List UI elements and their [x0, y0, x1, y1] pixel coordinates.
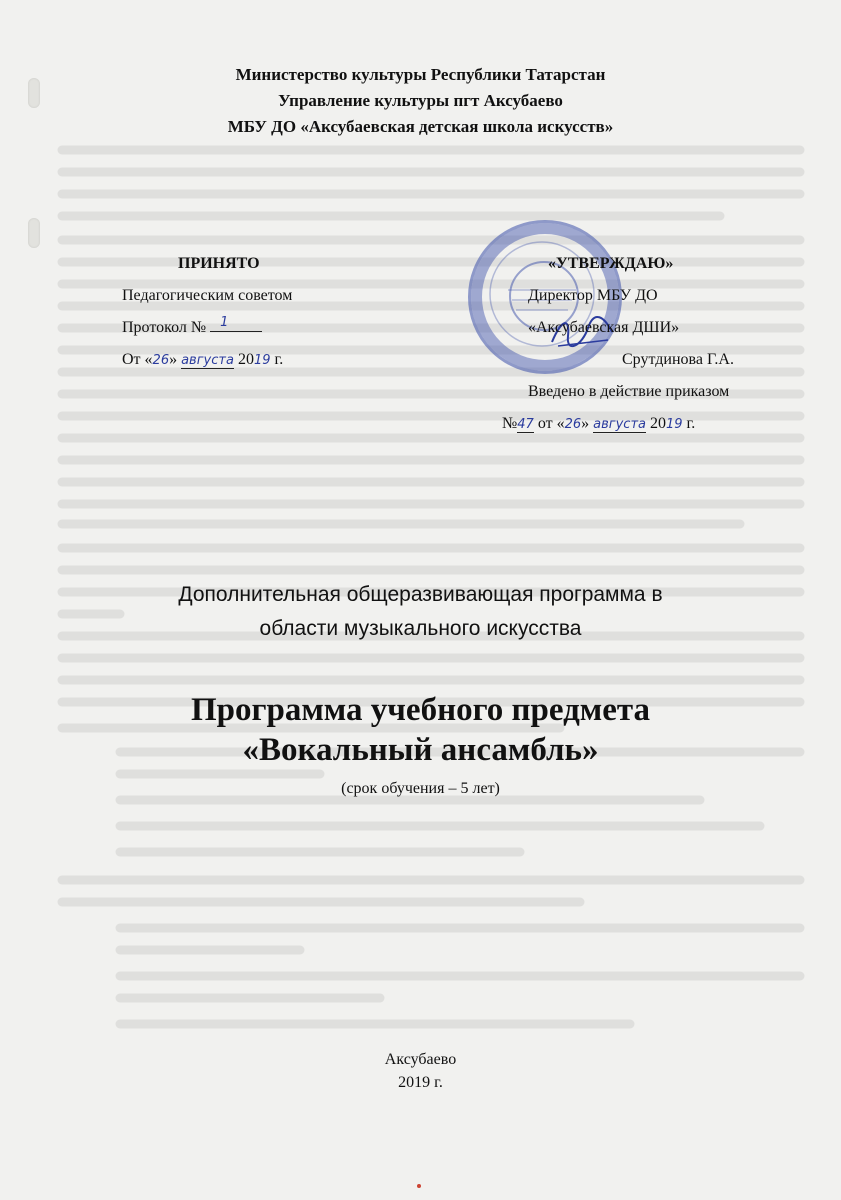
program-duration: (срок обучения – 5 лет) — [341, 780, 500, 797]
protocol-line — [122, 312, 382, 344]
order-number: 47 — [517, 417, 534, 432]
director-name: Срутдинова Г.А. — [622, 351, 734, 368]
footer-year: 2019 г. — [398, 1074, 443, 1091]
order-text: Введено в действие приказом — [528, 383, 730, 400]
accepted-council: Педагогическим советом — [122, 287, 293, 304]
department-name: Управление культуры пгт Аксубаево — [278, 91, 563, 110]
ink-mark — [417, 1184, 421, 1188]
order-year-prefix: 20 — [649, 415, 666, 432]
document-footer — [0, 1048, 841, 1094]
protocol-number-field — [210, 317, 262, 332]
order-date-prefix: от « — [533, 415, 565, 432]
director-position: Директор МБУ ДО — [528, 287, 658, 304]
order-day: 26 — [564, 417, 582, 432]
accepted-year-suffix: 19 — [253, 353, 271, 368]
accepted-year-end: г. — [270, 351, 284, 368]
approved-block — [502, 248, 808, 441]
protocol-number: 1 — [220, 315, 229, 330]
accepted-title: ПРИНЯТО — [178, 255, 260, 272]
program-type-line2: области музыкального искусства — [259, 617, 582, 640]
accepted-year-prefix: 20 — [237, 351, 254, 368]
ministry-name: Министерство культуры Республики Татарстан — [235, 65, 606, 84]
program-title-line1: Программа учебного предмета — [190, 692, 651, 728]
accepted-block — [122, 248, 382, 377]
accepted-day: 26 — [152, 353, 170, 368]
order-year-suffix: 19 — [665, 417, 683, 432]
school-name: МБУ ДО «Аксубаевская детская школа искусств» — [227, 117, 614, 136]
program-type-line1: Дополнительная общеразвивающая программа в — [178, 583, 663, 606]
program-title — [0, 690, 841, 770]
order-year-end: г. — [682, 415, 696, 432]
accepted-date-line: От «26» августа 2019 г. — [122, 351, 284, 368]
program-type — [0, 578, 841, 646]
accepted-date-prefix: От « — [122, 351, 153, 368]
protocol-label: Протокол № — [122, 319, 207, 336]
document-header — [0, 62, 841, 140]
school-short-name: «Аксубаевская ДШИ» — [528, 319, 680, 336]
approved-title: «УТВЕРЖДАЮ» — [548, 255, 674, 272]
accepted-month: августа — [181, 353, 234, 368]
order-line: №47 от «26» августа 2019 г. — [502, 415, 696, 432]
order-label: № — [502, 415, 518, 432]
order-month: августа — [593, 417, 646, 432]
footer-city: Аксубаево — [384, 1051, 457, 1068]
program-title-line2: «Вокальный ансамбль» — [242, 732, 599, 768]
